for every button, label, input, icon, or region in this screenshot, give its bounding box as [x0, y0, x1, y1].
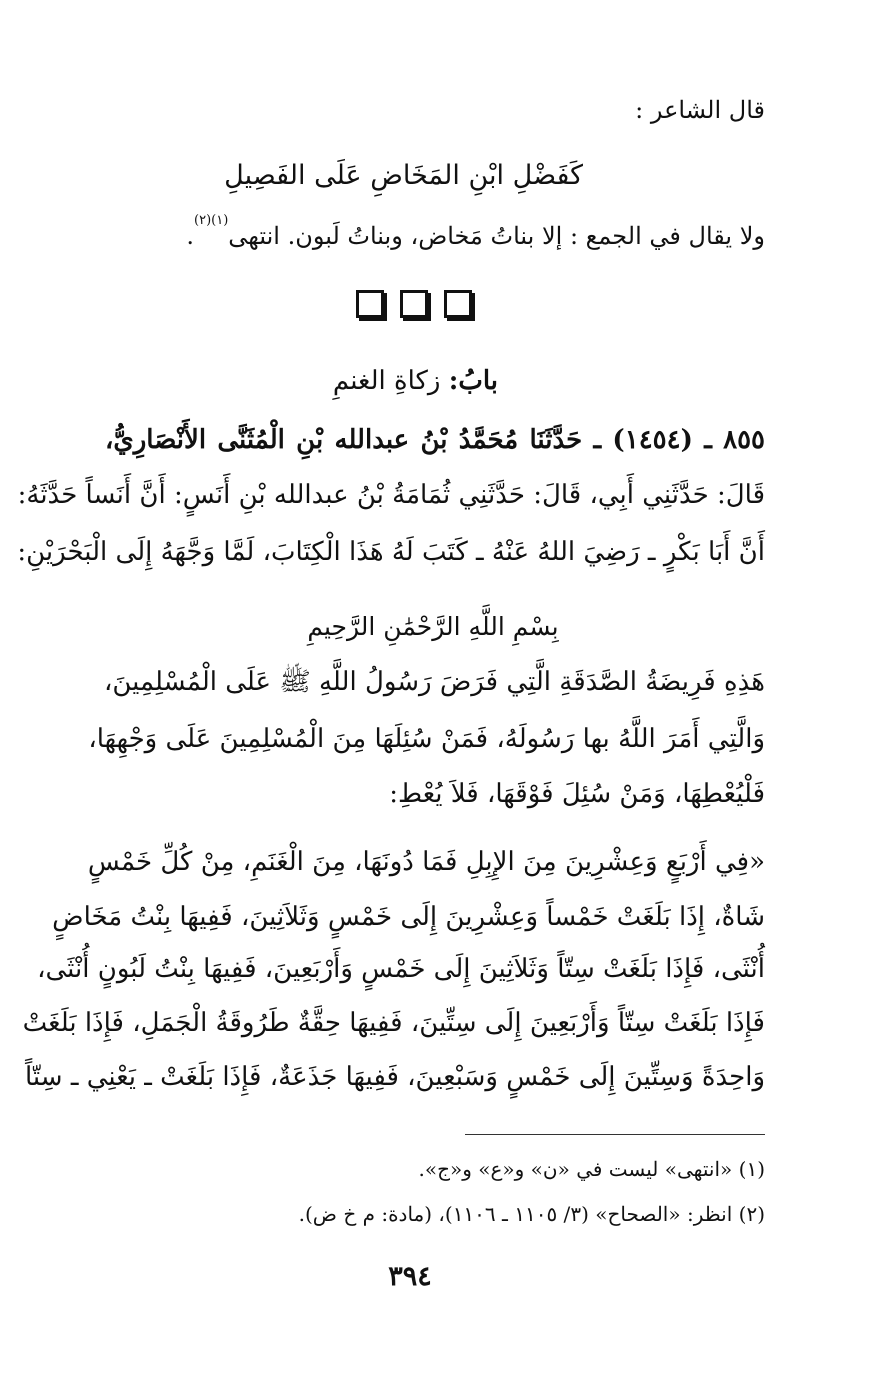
- separator-square-icon: [356, 290, 384, 318]
- page-number: ٣٩٤: [388, 1261, 432, 1292]
- plural-note-end: .: [186, 222, 194, 250]
- footnote-refs: (١)(٢): [194, 213, 229, 228]
- letter-line: فَلْيُعْطِهَا، وَمَنْ سُئِلَ فَوْقَهَا، فَلاَ يُعْطِ:: [389, 779, 765, 809]
- section-separator: [356, 290, 472, 320]
- basmala: بِسْمِ اللَّهِ الرَّحْمَٰنِ الرَّحِيمِ: [307, 612, 559, 641]
- letter-line: وَالَّتِي أَمَرَ اللَّهُ بها رَسُولَهُ، فَمَنْ سُئِلَهَا مِنَ الْمُسْلِمِينَ عَلَى وَجْهِهَا،: [88, 724, 765, 754]
- poetry-verse: كَفَضْلِ ابْنِ المَخَاضِ عَلَى الفَصِيلِ: [224, 160, 583, 191]
- hadith-header-line: أَنَّ أَبَا بَكْرٍ ـ رَضِيَ اللهُ عَنْهُ ـ كَتَبَ لَهُ هَذَا الْكِتَابَ، لَمَّا وَجَّهَهُ إِلَى الْبَحْرَيْنِ:: [17, 537, 765, 567]
- hadith-header-line: ٨٥٥ ـ (١٤٥٤) ـ حَدَّثَنَا مُحَمَّدُ بْنُ عبدالله بْنِ الْمُثَنَّى الأَنْصَارِيُّ،: [105, 425, 766, 455]
- paragraph-line: وَاحِدَةً وَسِتِّينَ إِلَى خَمْسٍ وَسَبْعِينَ، فَفِيهَا جَذَعَةٌ، فَإِذَا بَلَغَتْ ـ يَعْنِي ـ سِتّاً: [25, 1062, 765, 1092]
- paragraph-line: فَإِذَا بَلَغَتْ سِتّاً وَأَرْبَعِينَ إِلَى سِتِّينَ، فَفِيهَا حِقَّةٌ طَرُوقَةُ الْجَمَلِ، فَإِذَا بَلَغَتْ: [22, 1008, 765, 1038]
- hadith-header-line: قَالَ: حَدَّثَنِي أَبِي، قَالَ: حَدَّثَنِي ثُمَامَةُ بْنُ عبدالله بْنِ أَنَسٍ: أَنَّ أَنَساً حَدَّثَهُ:: [17, 480, 765, 510]
- footnote: (١) «انتهى» ليست في «ن» و«ع» و«ج».: [418, 1157, 765, 1181]
- paragraph-line: «فِي أَرْبَعٍ وَعِشْرِينَ مِنَ الإِبِلِ فَمَا دُونَهَا، مِنَ الْغَنَمِ، مِنْ كُلِّ خَمْسٍ: [87, 847, 765, 877]
- chapter-label: بابُ:: [448, 366, 498, 396]
- poet-intro: قال الشاعر :: [635, 96, 765, 124]
- paragraph-line: شَاةٌ، إِذَا بَلَغَتْ خَمْساً وَعِشْرِينَ إِلَى خَمْسٍ وَثَلاَثِينَ، فَفِيهَا بِنْتُ مَخَاضٍ: [52, 902, 765, 932]
- separator-square-icon: [444, 290, 472, 318]
- letter-line: هَذِهِ فَرِيضَةُ الصَّدَقَةِ الَّتِي فَرَضَ رَسُولُ اللَّهِ ﷺ عَلَى الْمُسْلِمِينَ،: [103, 667, 765, 697]
- footnote-divider: [465, 1134, 765, 1135]
- chapter-title: زكاةِ الغنمِ: [332, 366, 441, 396]
- plural-note: [105, 214, 765, 258]
- separator-square-icon: [400, 290, 428, 318]
- footnote: (٢) انظر: «الصحاح» (٣/ ١١٠٥ ـ ١١٠٦)، (مادة: م خ ض).: [298, 1202, 765, 1226]
- paragraph-line: أُنْثَى، فَإِذَا بَلَغَتْ سِتّاً وَثَلاَثِينَ إِلَى خَمْسٍ وَأَرْبَعِينَ، فَفِيهَا بِنْتُ لَبُونٍ أُنْثَى،: [37, 954, 765, 984]
- chapter-heading: [248, 359, 498, 403]
- plural-note-text: ولا يقال في الجمع : إلا بناتُ مَخاض، وبناتُ لَبون. انتهى: [228, 222, 765, 250]
